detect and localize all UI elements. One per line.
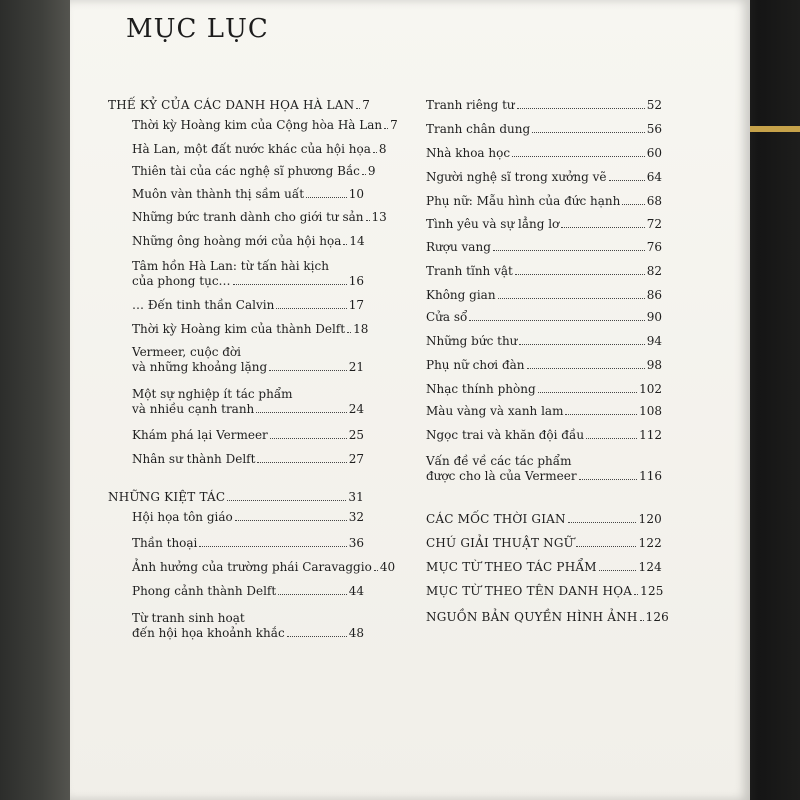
toc-left-entry [108, 490, 364, 504]
entry-title: Những ông hoàng mới của hội họa [132, 234, 342, 248]
page-number: 126 [645, 610, 670, 624]
dot-leader [287, 636, 347, 637]
entry-title: NGUỒN BẢN QUYỀN HÌNH ẢNH [426, 610, 638, 624]
page-number: 25 [348, 428, 364, 442]
entry-title: Muôn vàn thành thị sầm uất [132, 187, 305, 201]
page-number: 108 [639, 404, 662, 418]
toc-right-entry [426, 217, 662, 231]
entry-title: Không gian [426, 288, 496, 302]
dot-leader [257, 462, 346, 463]
entry-title: và nhiều cạnh tranh [132, 402, 255, 416]
dot-leader [527, 368, 645, 369]
entry-title: CÁC MỐC THỜI GIAN [426, 512, 566, 526]
dot-leader [622, 204, 644, 205]
page-number: 8 [378, 142, 387, 156]
toc-left-entry [108, 298, 364, 312]
dot-leader [306, 197, 347, 198]
dot-leader [493, 250, 645, 251]
entry-title: Những bức thư [426, 334, 518, 348]
page-number: 32 [348, 510, 364, 524]
toc-right-entry [426, 194, 662, 208]
page-number: 56 [646, 122, 662, 136]
toc-right-entry [426, 358, 662, 372]
entry-title: Ngọc trai và khăn đội đầu [426, 428, 585, 442]
toc-right-entry [426, 334, 662, 348]
dot-leader [640, 620, 644, 621]
page-number: 116 [639, 469, 662, 483]
page-title: MỤC LỤC [126, 14, 269, 44]
page-number: 18 [353, 322, 369, 336]
dot-leader [347, 332, 351, 333]
page-number: 64 [646, 170, 662, 184]
dot-leader [227, 500, 346, 501]
entry-title: và những khoảng lặng [132, 360, 268, 374]
entry-title: Hà Lan, một đất nước khác của hội họa [132, 142, 371, 156]
entry-title-line: Một sự nghiệp ít tác phẩm [132, 387, 293, 401]
dot-leader [538, 392, 637, 393]
page-number: 52 [646, 98, 662, 112]
toc-left-entry [108, 428, 364, 442]
entry-title: Tranh riêng tư [426, 98, 515, 112]
entry-title: Tranh chân dung [426, 122, 531, 136]
dot-leader [235, 520, 347, 521]
toc-right-entry [426, 122, 662, 136]
entry-title: được cho là của Vermeer [426, 469, 577, 483]
dot-leader [366, 220, 370, 221]
entry-title: MỤC TỪ THEO TÊN DANH HỌA [426, 584, 633, 598]
entry-title: Người nghệ sĩ trong xưởng vẽ [426, 170, 607, 184]
page-number: 7 [362, 98, 371, 112]
dot-leader [517, 108, 645, 109]
toc-right-entry [426, 240, 662, 254]
toc-left-entry [108, 187, 364, 201]
dot-leader [384, 128, 388, 129]
page-number: 16 [348, 274, 364, 288]
entry-title: Rượu vang [426, 240, 491, 254]
toc-left-entry [108, 118, 398, 132]
dot-leader [233, 284, 347, 285]
entry-title: Phong cảnh thành Delft [132, 584, 277, 598]
toc-right-entry [426, 170, 662, 184]
toc-page [70, 0, 750, 800]
entry-title-line: Tâm hồn Hà Lan: từ tấn hài kịch [132, 259, 329, 273]
dot-leader [609, 180, 645, 181]
page-number: 120 [638, 512, 662, 526]
toc-left-entry [108, 164, 376, 178]
dot-leader [576, 546, 636, 547]
page-number: 122 [638, 536, 662, 550]
dot-leader [498, 298, 645, 299]
toc-right-entry [426, 382, 662, 396]
page-number: 36 [348, 536, 364, 550]
entry-title: CHÚ GIẢI THUẬT NGỮ [426, 536, 574, 550]
toc-right-entry [426, 584, 662, 598]
dot-leader [256, 412, 346, 413]
page-number: 27 [348, 452, 364, 466]
toc-right-entry [426, 146, 662, 160]
toc-left-entry [108, 234, 364, 248]
entry-title: Thiên tài của các nghệ sĩ phương Bắc [132, 164, 360, 178]
entry-title-line: Vấn đề về các tác phẩm [426, 454, 572, 468]
dot-leader [579, 479, 637, 480]
page-number: 90 [646, 310, 662, 324]
page-number: 17 [348, 298, 364, 312]
entry-title: Màu vàng và xanh lam [426, 404, 564, 418]
dot-leader [278, 594, 347, 595]
page-number: 13 [371, 210, 387, 224]
dot-leader [586, 438, 637, 439]
gold-stripe [748, 126, 800, 132]
entry-title: Nhạc thính phòng [426, 382, 536, 396]
toc-left-entry [108, 142, 387, 156]
toc-right-entry [426, 288, 662, 302]
entry-title: THẾ KỶ CỦA CÁC DANH HỌA HÀ LAN [108, 98, 355, 112]
entry-title: Nhà khoa học [426, 146, 511, 160]
page-number: 112 [639, 428, 662, 442]
page-number: 14 [349, 234, 365, 248]
toc-right-entry [426, 310, 662, 324]
page-number: 125 [640, 584, 664, 598]
toc-left-entry [108, 610, 364, 640]
page-number: 72 [646, 217, 662, 231]
dot-leader [565, 414, 637, 415]
entry-title-line: Vermeer, cuộc đời [132, 345, 241, 359]
dot-leader [469, 320, 644, 321]
toc-right-entry [426, 512, 662, 526]
toc-left-entry [108, 452, 364, 466]
entry-title: đến hội họa khoảnh khắc [132, 626, 285, 640]
toc-left-entry [108, 344, 364, 374]
toc-left-entry [108, 536, 364, 550]
page-number: 94 [646, 334, 662, 348]
toc-right-entry [426, 453, 662, 483]
toc-right-entry [426, 610, 670, 624]
page-number: 40 [379, 560, 396, 574]
entry-title: NHỮNG KIỆT TÁC [108, 490, 226, 504]
dot-leader [599, 570, 637, 571]
toc-left-entry [108, 322, 369, 336]
book-left-edge [0, 0, 70, 800]
page-number: 68 [646, 194, 662, 208]
dot-leader [276, 308, 346, 309]
page-number: 44 [348, 584, 364, 598]
page-number: 7 [390, 118, 398, 132]
entry-title: … Đến tinh thần Calvin [132, 298, 275, 312]
dot-leader [343, 244, 347, 245]
toc-left-entry [108, 510, 364, 524]
toc-left-entry [108, 210, 387, 224]
entry-title: Những bức tranh dành cho giới tư sản [132, 210, 364, 224]
entry-title: Nhân sư thành Delft [132, 452, 256, 466]
dot-leader [362, 174, 366, 175]
page-number: 60 [646, 146, 662, 160]
dot-leader [374, 570, 378, 571]
dot-leader [356, 108, 360, 109]
toc-right-entry [426, 560, 662, 574]
page-number: 86 [646, 288, 662, 302]
page-number: 21 [348, 360, 364, 374]
entry-title: của phong tục… [132, 274, 231, 288]
entry-title: Ảnh hưởng của trường phái Caravaggio [132, 560, 372, 574]
page-number: 10 [348, 187, 364, 201]
page-number: 24 [348, 402, 364, 416]
toc-right-entry [426, 536, 662, 550]
entry-title-line: Từ tranh sinh hoạt [132, 611, 245, 625]
entry-title: Tình yêu và sự lẳng lơ [426, 217, 560, 231]
page-number: 124 [638, 560, 662, 574]
toc-right-entry [426, 428, 662, 442]
entry-title: MỤC TỪ THEO TÁC PHẨM [426, 560, 597, 574]
entry-title: Thần thoại [132, 536, 198, 550]
toc-right-entry [426, 264, 662, 278]
page-number: 48 [348, 626, 364, 640]
dot-leader [512, 156, 645, 157]
dot-leader [199, 546, 346, 547]
entry-title: Tranh tĩnh vật [426, 264, 513, 278]
page-number: 31 [348, 490, 364, 504]
page-number: 9 [367, 164, 376, 178]
dot-leader [515, 274, 645, 275]
entry-title: Thời kỳ Hoàng kim của Cộng hòa Hà Lan [132, 118, 383, 132]
entry-title: Hội họa tôn giáo [132, 510, 233, 524]
entry-title: Cửa sổ [426, 310, 468, 324]
toc-right-entry [426, 98, 662, 112]
entry-title: Phụ nữ: Mẫu hình của đức hạnh [426, 194, 621, 208]
toc-left-entry [108, 584, 364, 598]
entry-title: Phụ nữ chơi đàn [426, 358, 525, 372]
dot-leader [519, 344, 644, 345]
dot-leader [561, 227, 644, 228]
page-number: 98 [646, 358, 662, 372]
page-number: 82 [646, 264, 662, 278]
dot-leader [532, 132, 645, 133]
toc-left-entry [108, 386, 364, 416]
toc-left-entry [108, 98, 371, 112]
toc-right-entry [426, 404, 662, 418]
entry-title: Khám phá lại Vermeer [132, 428, 268, 442]
dot-leader [373, 152, 377, 153]
dot-leader [568, 522, 637, 523]
page-number: 102 [639, 382, 662, 396]
dot-leader [634, 594, 638, 595]
page-number: 76 [646, 240, 662, 254]
entry-title: Thời kỳ Hoàng kim của thành Delft [132, 322, 346, 336]
toc-left-entry [108, 560, 396, 574]
dot-leader [269, 370, 347, 371]
toc-left-entry [108, 258, 364, 288]
dot-leader [270, 438, 347, 439]
